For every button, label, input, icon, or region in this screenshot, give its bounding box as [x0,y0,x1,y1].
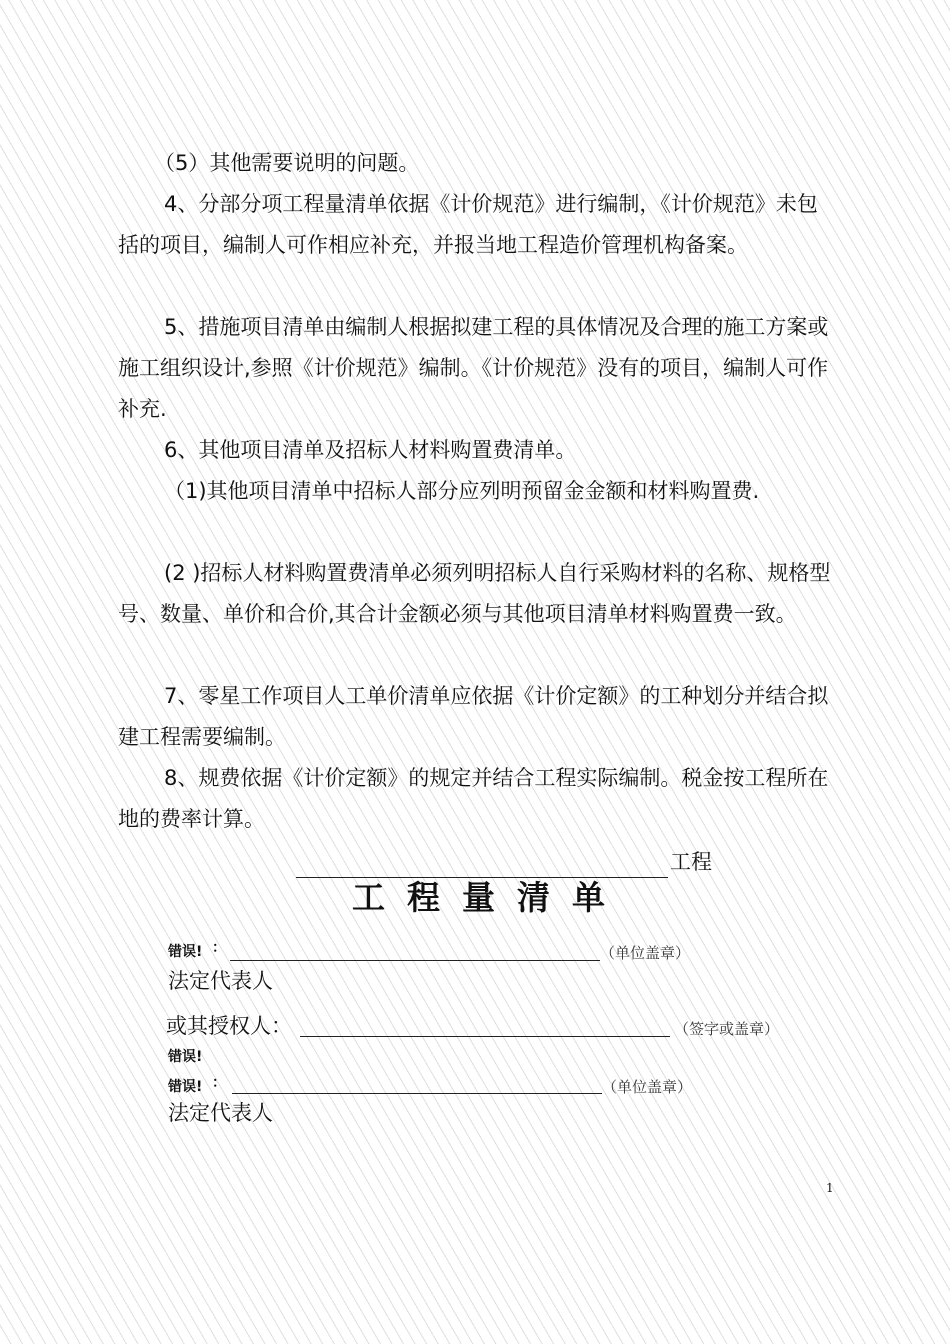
paragraph-5-other-notes: （5）其他需要说明的问题。 [154,151,420,175]
unit-seal-note-1: （单位盖章） [600,944,691,962]
paragraph-4-bill-of-quantities: 4、分部分项工程量清单依据《计价规范》进行编制，《计价规范》未包括的项目，编制人可作相应补充，并报当地工程造价管理机构备案。 [118,192,818,257]
paragraph-5-measures: 5、措施项目清单由编制人根据拟建工程的具体情况及合理的施工方案或施工组织设计,参照《计价规范》编制。《计价规范》没有的项目，编制人可作补充. [118,315,829,421]
unit-seal-note-2: （单位盖章） [602,1078,693,1096]
authorized-person-line [300,1036,670,1037]
agency-line [232,1093,602,1094]
document-title: 工程量清单 [352,878,627,917]
error-text-3: 错误! [168,1079,203,1095]
paragraph-8-fees-tax: 8、规费依据《计价定额》的规定并结合工程实际编制。税金按工程所在地的费率计算。 [118,766,829,831]
page-number: 1 [826,1181,834,1195]
legal-representative-2: 法定代表人 [168,1101,273,1125]
paragraph-6-1-reserve: （1)其他项目清单中招标人部分应列明预留金金额和材料购置费. [164,479,760,503]
legal-representative-1: 法定代表人 [168,969,273,993]
paragraph-7-labor-rates: 7、零星工作项目人工单价清单应依据《计价定额》的工种划分并结合拟建工程需要编制。 [118,684,829,749]
colon-1: ： [212,940,226,956]
project-suffix: 工程 [670,850,712,874]
error-text-2: 错误! [168,1049,203,1065]
paragraph-6-2-materials: (2 )招标人材料购置费清单必须列明招标人自行采购材料的名称、规格型号、数量、单价和合价,其合计金额必须与其他项目清单材料购置费一致。 [118,561,831,626]
paragraph-6-other-items: 6、其他项目清单及招标人材料购置费清单。 [164,438,577,462]
tenderer-line [230,960,600,961]
colon-3: ： [212,1075,226,1091]
error-text-1: 错误! [168,944,203,960]
authorized-person-label: 或其授权人： [166,1014,292,1038]
sign-seal-note: （签字或盖章） [674,1020,780,1038]
